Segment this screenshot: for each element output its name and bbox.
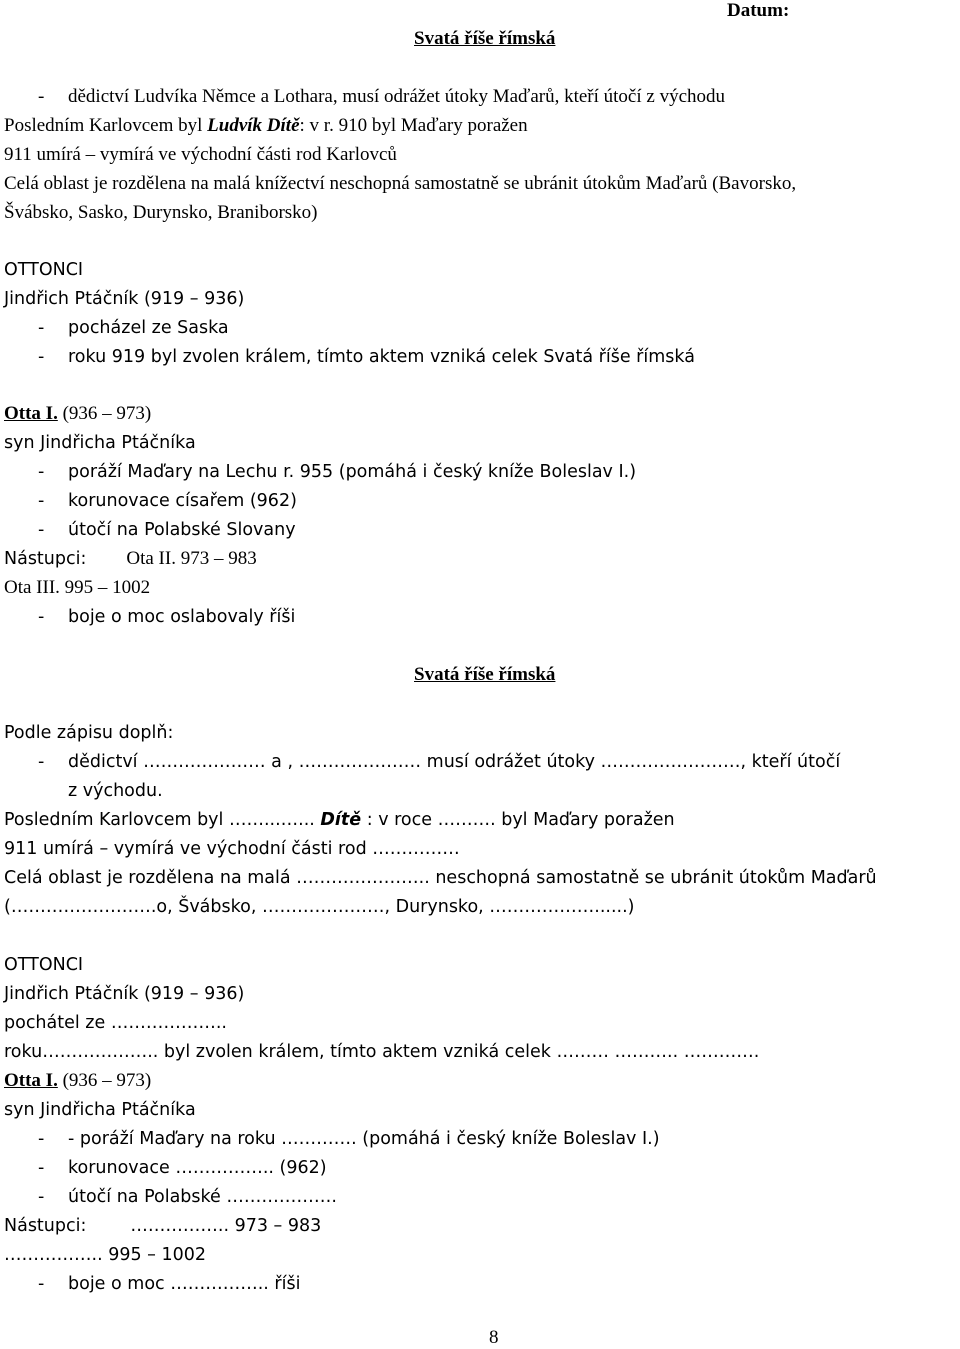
text-line: Otta I. (936 – 973)	[4, 1070, 152, 1091]
text-line: Otta I. (936 – 973)	[4, 403, 152, 424]
otta-name: Otta I.	[4, 1070, 58, 1091]
list-item: - dědictví Ludvíka Němce a Lothara, musí odrážet útoky Maďarů, kteří útočí z východu	[38, 86, 726, 107]
text-line: Ota III. 995 – 1002	[4, 577, 151, 598]
text-line: roku……………….. byl zvolen králem, tímto aktem vzniká celek ……… ……….. ………….	[4, 1042, 760, 1062]
text-line: 911 umírá – vymírá ve východní části rod Karlovců	[4, 144, 397, 165]
text-line: …………….. 995 – 1002	[4, 1245, 207, 1265]
text-line: Nástupci: …………….. 973 – 983	[4, 1216, 322, 1236]
ludvik-dite: Ludvík Dítě	[207, 115, 300, 136]
text-line: z východu.	[68, 781, 163, 801]
list-item: - dědictví ………………… a , ………………… musí odrážet útoky ……………………, kteří útočí	[38, 752, 841, 772]
section-title: Svatá říše římská	[414, 664, 556, 685]
text-line: (…………………….o, Švábsko, …………………, Durynsko, ………………......)	[4, 897, 635, 917]
text-line: Podle zápisu doplň:	[4, 723, 174, 743]
text-line: Posledním Karlovcem byl Ludvík Dítě: v r. 910 byl Maďary poražen	[4, 115, 528, 136]
page-title: Svatá říše římská	[414, 28, 556, 49]
list-item: - korunovace …………….. (962)	[38, 1158, 327, 1178]
list-item: - poráží Maďary na Lechu r. 955 (pomáhá i český kníže Boleslav I.)	[38, 462, 637, 482]
list-item: - pocházel ze Saska	[38, 318, 229, 338]
list-item: - útočí na Polabské ……………….	[38, 1187, 337, 1207]
list-item: - boje o moc oslabovaly říši	[38, 607, 296, 627]
text-line: Jindřich Ptáčník (919 – 936)	[4, 984, 245, 1004]
section-heading: OTTONCI	[4, 955, 84, 975]
text-line: Celá oblast je rozdělena na malá knížectví neschopná samostatně se ubránit útokům Maďarů (Bavorsko,	[4, 173, 797, 194]
list-item: - korunovace císařem (962)	[38, 491, 297, 511]
text-line: Švábsko, Sasko, Durynsko, Braniborsko)	[4, 202, 318, 223]
dite-name: Dítě	[320, 810, 362, 830]
otta-name: Otta I.	[4, 403, 58, 424]
text-line: syn Jindřicha Ptáčníka	[4, 433, 196, 453]
list-item: - roku 919 byl zvolen králem, tímto aktem vzniká celek Svatá říše římská	[38, 347, 695, 367]
list-item: - - poráží Maďary na roku …………. (pomáhá i český kníže Boleslav I.)	[38, 1129, 660, 1149]
text-line: Celá oblast je rozdělena na malá ………………….. neschopná samostatně se ubránit útokům Maďarů	[4, 868, 877, 888]
page-number: 8	[489, 1327, 499, 1348]
text-line: syn Jindřicha Ptáčníka	[4, 1100, 196, 1120]
list-item: - útočí na Polabské Slovany	[38, 520, 296, 540]
text-line: Jindřich Ptáčník (919 – 936)	[4, 289, 245, 309]
section-heading: OTTONCI	[4, 260, 84, 280]
date-label: Datum:	[727, 0, 790, 21]
text-line: 911 umírá – vymírá ve východní části rod ……………	[4, 839, 460, 859]
text-line: Nástupci: Ota II. 973 – 983	[4, 548, 257, 569]
text-line: Posledním Karlovcem byl ……...…... Dítě : v roce ………. byl Maďary poražen	[4, 810, 675, 830]
list-item: - boje o moc …………….. říši	[38, 1274, 301, 1294]
text-line: pochátel ze ………………..	[4, 1013, 227, 1033]
